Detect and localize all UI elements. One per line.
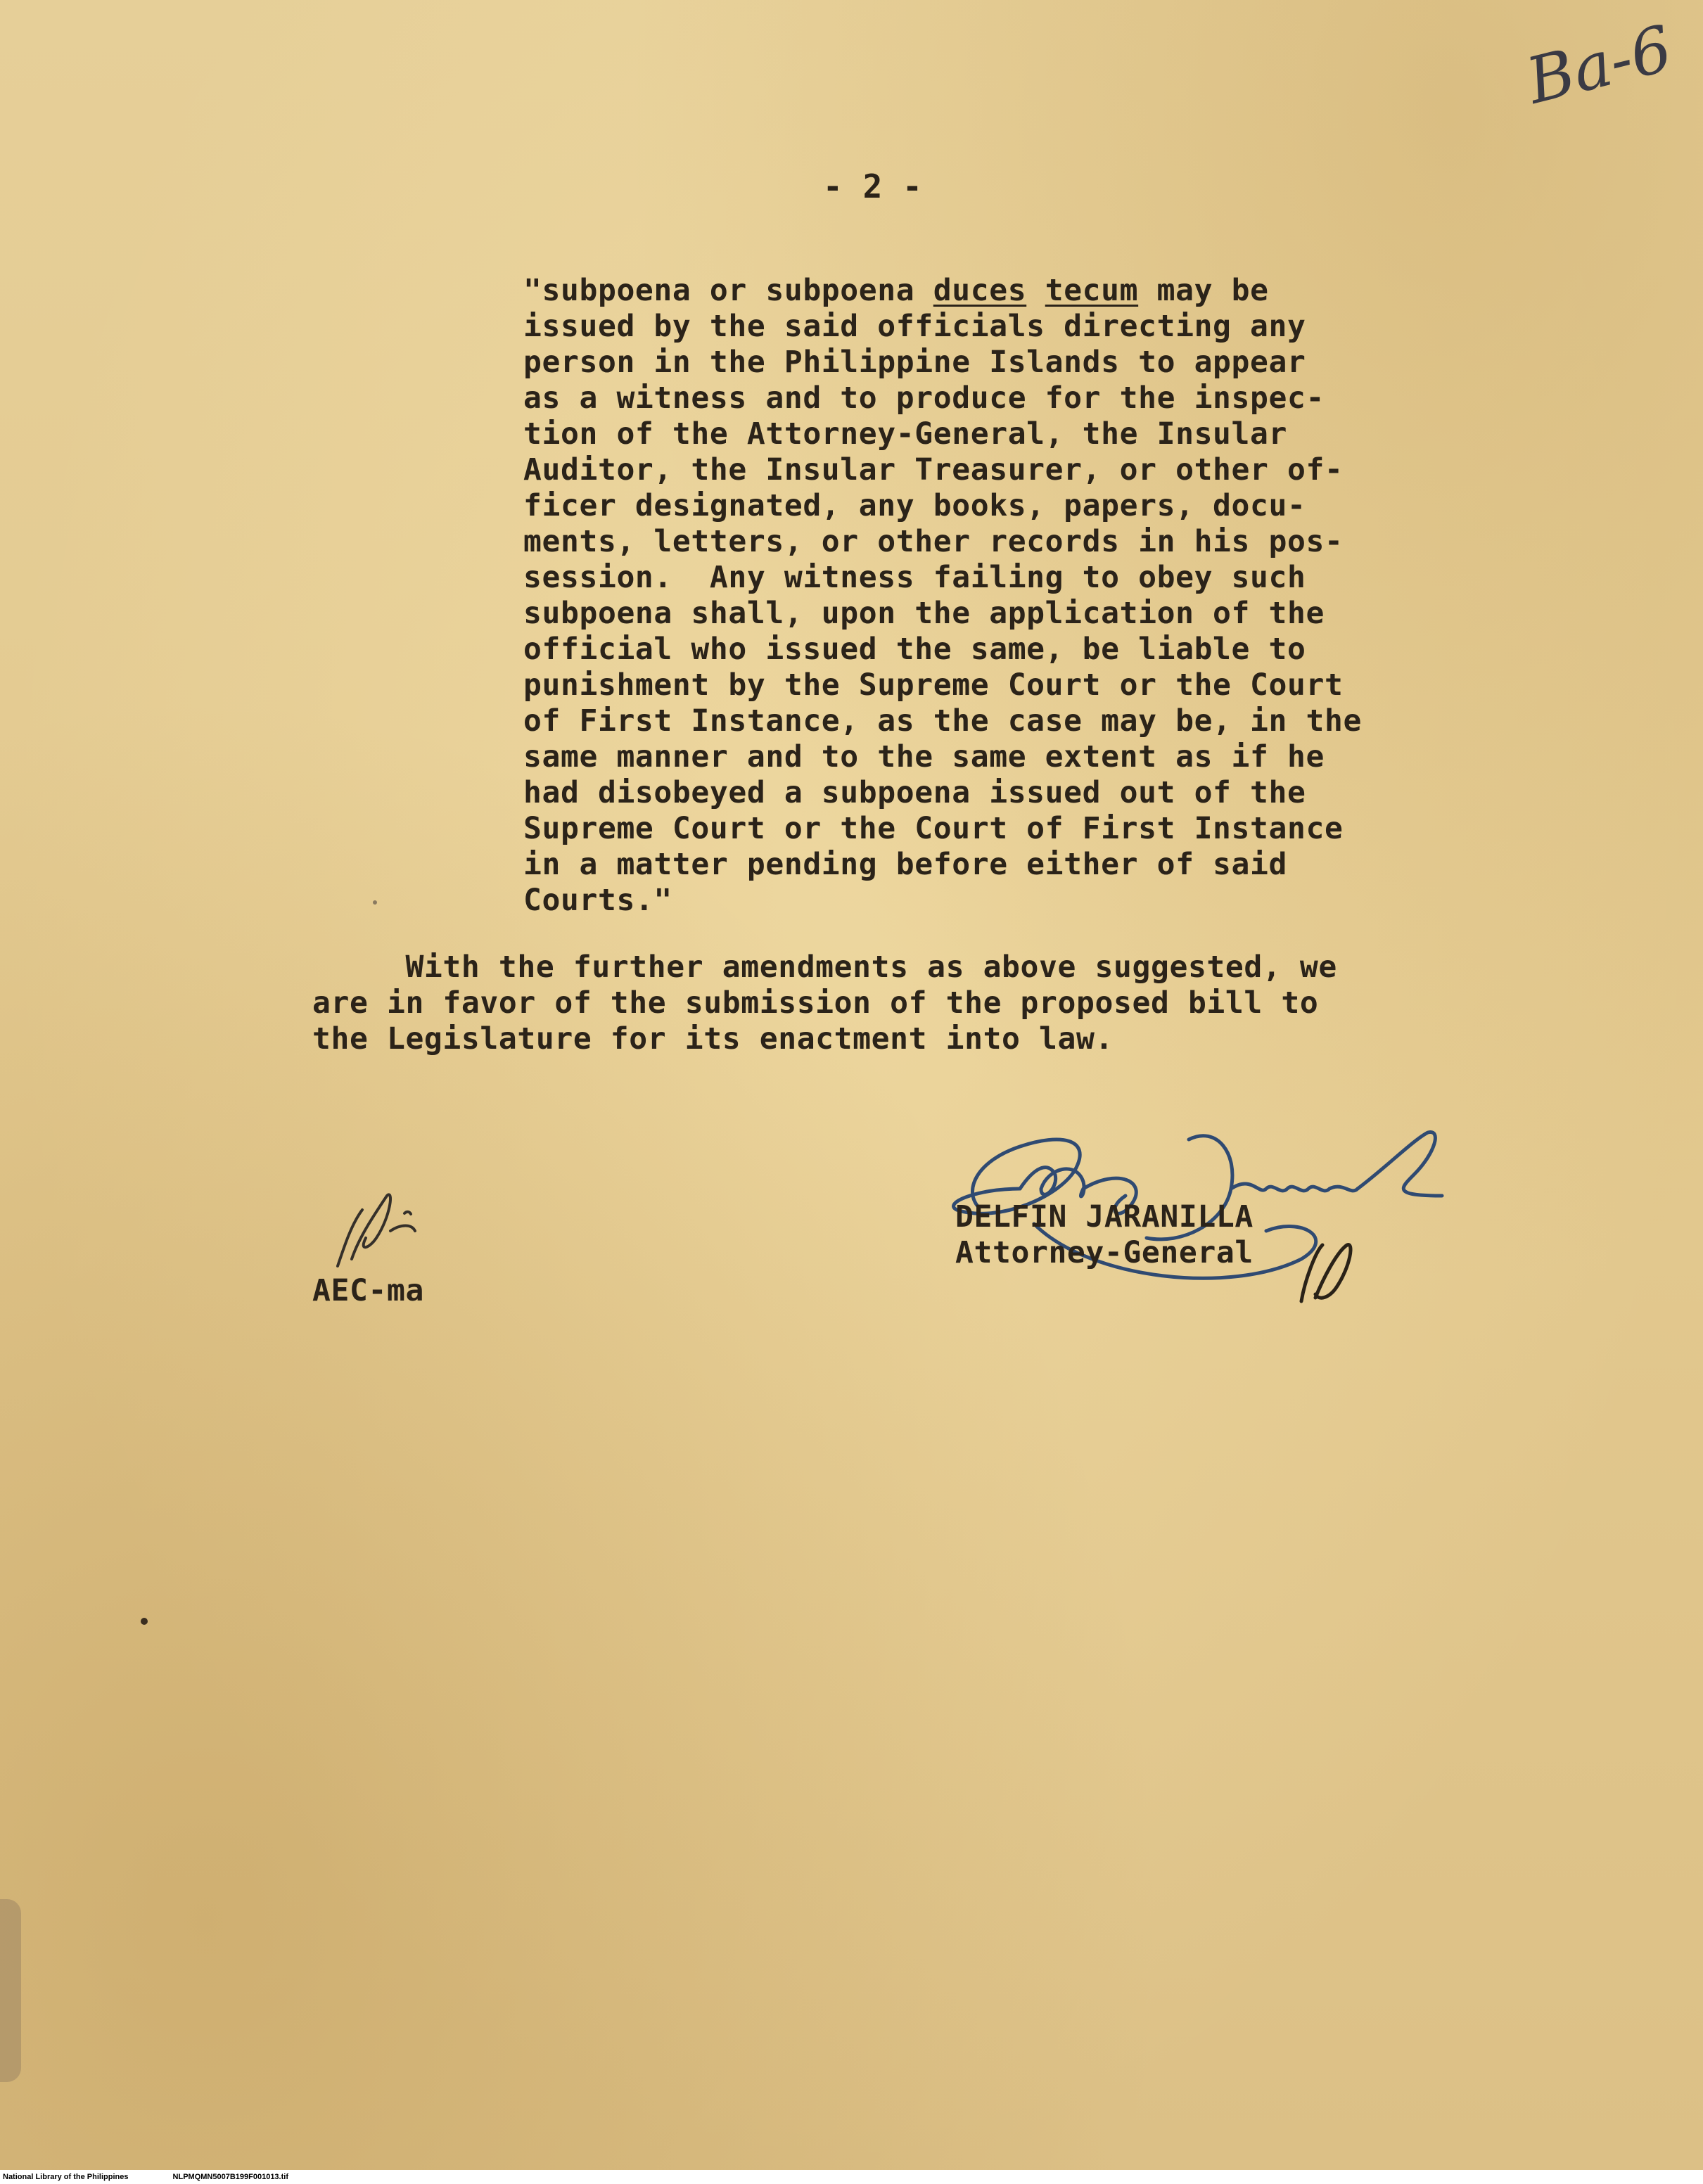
quote-segment: may be — [1138, 273, 1269, 308]
handwritten-corner-note: Ba-6 — [1519, 11, 1680, 119]
signature-icon — [936, 1083, 1498, 1308]
quoted-provision — [523, 273, 1362, 919]
quote-line: session. Any witness failing to obey such — [523, 560, 1306, 595]
quote-line: as a witness and to produce for the inspec- — [523, 381, 1325, 416]
quote-line: Supreme Court or the Court of First Instance — [523, 811, 1344, 846]
quote-line: person in the Philippine Islands to appear — [523, 345, 1306, 380]
quote-line: issued by the said officials directing any — [523, 309, 1306, 344]
quote-segment: "subpoena or subpoena — [523, 273, 933, 308]
quote-line: Auditor, the Insular Treasurer, or other of- — [523, 452, 1344, 487]
closing-line: the Legislature for its enactment into law. — [312, 1021, 1114, 1056]
closing-paragraph — [312, 950, 1337, 1057]
initials-flourish-icon — [1280, 1224, 1358, 1308]
quote-line: tion of the Attorney-General, the Insular — [523, 416, 1288, 452]
quote-line: subpoena shall, upon the application of the — [523, 596, 1325, 631]
underlined-term: duces — [933, 273, 1027, 308]
paper-speck — [373, 900, 377, 905]
reference-initials: AEC-ma — [312, 1273, 424, 1308]
quote-line: ficer designated, any books, papers, docu- — [523, 488, 1306, 523]
quote-line: of First Instance, as the case may be, in the — [523, 703, 1362, 739]
closing-line: With the further amendments as above suggested, we — [312, 950, 1337, 985]
signer-title: Attorney-General — [955, 1235, 1254, 1270]
handwritten-initials-icon — [324, 1182, 436, 1280]
quote-line: punishment by the Supreme Court or the Court — [523, 668, 1344, 703]
edge-stain — [0, 1899, 21, 2082]
underlined-term: tecum — [1045, 273, 1139, 308]
footer-file-id: NLPMQMN5007B199F001013.tif — [172, 2173, 288, 2181]
closing-line: are in favor of the submission of the proposed bill to — [312, 985, 1319, 1021]
paper-speck — [141, 1618, 148, 1625]
page-number: - 2 - — [823, 167, 923, 205]
quote-segment — [1026, 273, 1045, 308]
quote-line: Courts." — [523, 883, 672, 918]
quote-line: official who issued the same, be liable to — [523, 632, 1306, 667]
quote-line — [523, 273, 1362, 309]
quote-line: in a matter pending before either of said — [523, 847, 1288, 882]
archive-footer — [0, 2170, 1703, 2184]
quote-line: same manner and to the same extent as if he — [523, 739, 1325, 774]
quote-line: had disobeyed a subpoena issued out of the — [523, 775, 1306, 810]
footer-institution: National Library of the Philippines — [3, 2173, 129, 2181]
quote-line: ments, letters, or other records in his pos- — [523, 524, 1344, 559]
signer-name: DELFIN JARANILLA — [955, 1199, 1254, 1234]
